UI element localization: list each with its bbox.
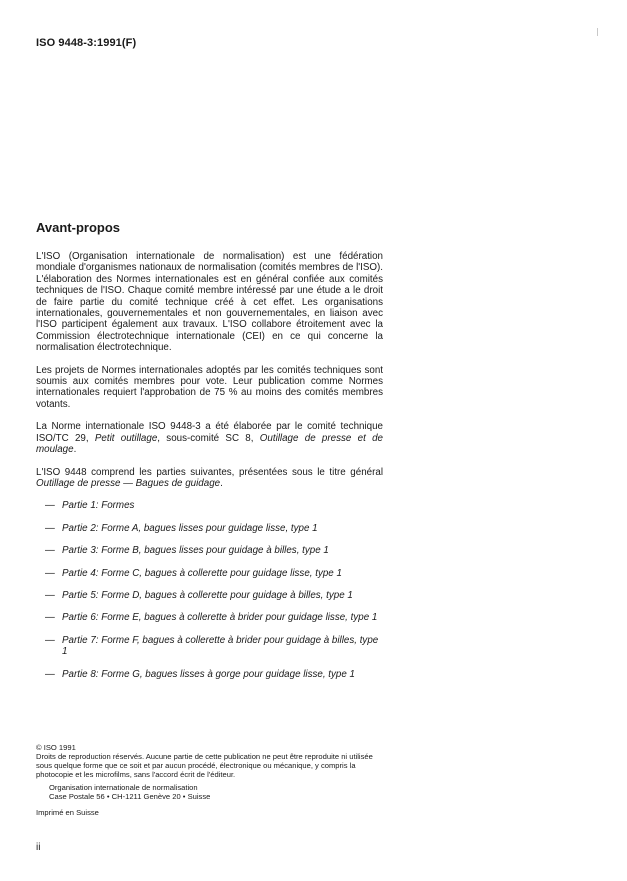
organisation-name: Organisation internationale de normalisation — [49, 783, 198, 792]
general-title: Outillage de presse — Bagues de guidage — [36, 477, 221, 489]
list-dash: — — [45, 567, 55, 579]
list-dash: — — [45, 668, 55, 680]
foreword-section — [36, 220, 383, 691]
subcommittee-title: Outillage de presse et de moulage — [36, 432, 383, 456]
paragraph-voting: Les projets de Normes internationales adoptés par les comités techniques sont soumis aux comités membres pour vote. Leur publication comme Normes internationales requiert l'approbation de 75 % au moins des comités membres votants. — [36, 364, 383, 410]
list-item — [36, 545, 383, 556]
committee-text-start: La Norme internationale ISO 9448-3 a été élaborée par le comité technique ISO/TC 29, — [36, 421, 383, 444]
part-title: Partie 2: Forme A, bagues lisses pour guidage lisse, type 1 — [62, 522, 318, 534]
copyright-block — [36, 743, 381, 817]
list-dash: — — [45, 589, 55, 601]
foreword-title: Avant-propos — [36, 220, 121, 235]
paragraph-committee — [36, 421, 383, 455]
part-title: Partie 4: Forme C, bagues à collerette pour guidage lisse, type 1 — [62, 567, 342, 579]
committee-text-mid: , sous-comité SC 8, — [157, 432, 260, 444]
list-item — [36, 669, 383, 680]
part-title: Partie 1: Formes — [62, 500, 135, 512]
list-dash: — — [45, 612, 55, 624]
scan-mark — [597, 28, 598, 36]
document-header: ISO 9448-3:1991(F) — [36, 37, 137, 49]
list-dash: — — [45, 545, 55, 557]
list-dash: — — [45, 634, 55, 646]
list-dash: — — [45, 500, 55, 512]
paragraph-iso-intro: L'ISO (Organisation internationale de normalisation) est une fédération mondiale d'organismes nationaux de normalisation (comités membres de l'ISO). L'élaboration des Normes internationales est en général confiée aux comités techniques de l'ISO. Chaque comité membre intéressé par une étude a le droit de faire partie du comité technique créé à cet effet. Les organisations internationales, gouvernementales et non gouvernementales, en liaison avec l'ISO participent également aux travaux. L'ISO collabore étroitement avec la Commission électrotechnique internationale (CEI) en ce qui concerne la normalisation électrotechnique. — [36, 251, 383, 354]
organisation-address: Case Postale 56 • CH-1211 Genève 20 • Suisse — [49, 792, 211, 801]
committee-text-end: . — [73, 444, 77, 456]
paragraph-parts-intro — [36, 467, 383, 490]
part-title: Partie 5: Forme D, bagues à collerette pour guidage à billes, type 1 — [62, 589, 353, 601]
list-item — [36, 635, 383, 658]
printed-in: Imprimé en Suisse — [36, 808, 99, 817]
parts-list — [36, 500, 383, 680]
parts-intro-start: L'ISO 9448 comprend les parties suivantes, présentées sous le titre général — [36, 466, 383, 478]
list-item — [36, 612, 383, 623]
part-title: Partie 7: Forme F, bagues à collerette à brider pour guidage à billes, type 1 — [62, 634, 379, 658]
list-item — [36, 590, 383, 601]
part-title: Partie 3: Forme B, bagues lisses pour guidage à billes, type 1 — [62, 545, 329, 557]
part-title: Partie 6: Forme E, bagues à collerette à brider pour guidage lisse, type 1 — [62, 612, 378, 624]
list-item — [36, 523, 383, 534]
copyright-notice: © ISO 1991 — [36, 743, 76, 752]
list-item — [36, 568, 383, 579]
list-item — [36, 500, 383, 511]
committee-title-tools: Petit outillage — [94, 432, 158, 444]
part-title: Partie 8: Forme G, bagues lisses à gorge pour guidage lisse, type 1 — [62, 668, 355, 680]
reproduction-rights: Droits de reproduction réservés. Aucune partie de cette publication ne peut être reproduite ni utilisée sous quelque forme que ce soit et par aucun procédé, électronique ou mécanique, y compris la photocopie et les microfilms, sans l'accord écrit de l'éditeur. — [36, 752, 373, 779]
parts-intro-end: . — [220, 477, 223, 489]
page-number: ii — [36, 842, 41, 853]
list-dash: — — [45, 522, 55, 534]
